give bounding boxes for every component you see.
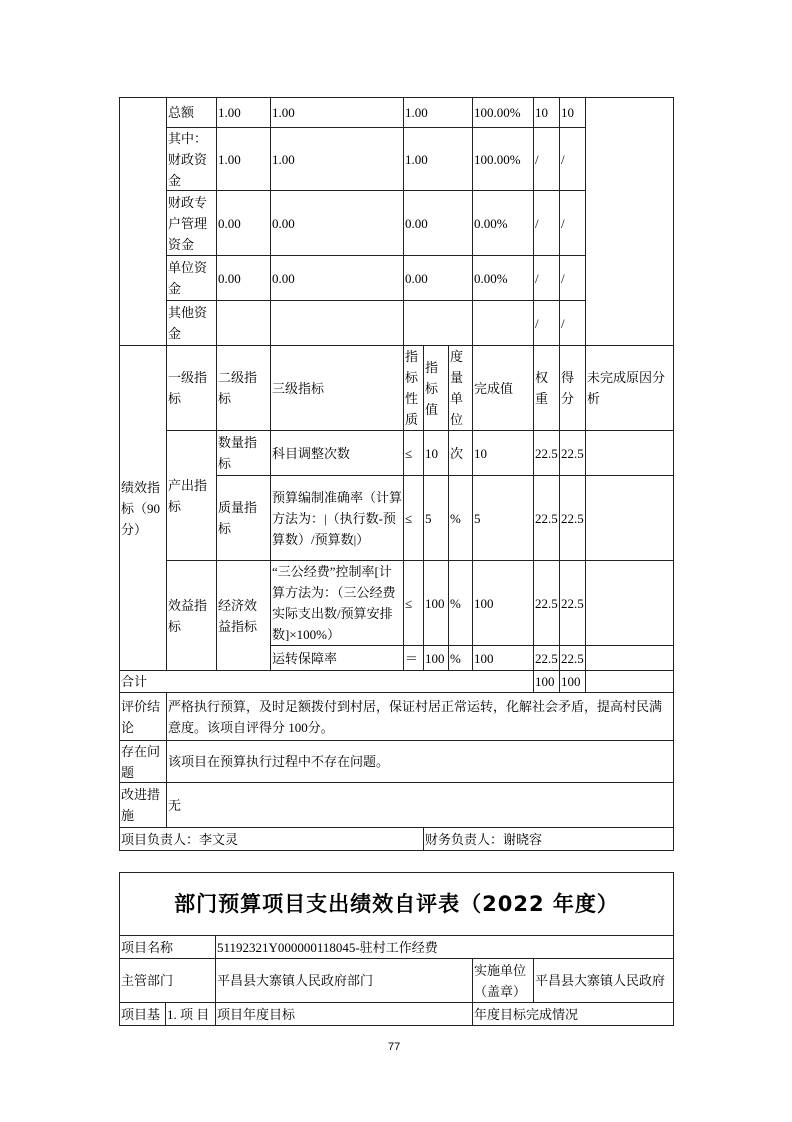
level3-cell-text: 预算编制准确率（计算方法为：|（执行数-预算数）/预算数|） [272, 489, 403, 547]
fund-value [403, 300, 473, 346]
fund-value-text: 1.00 [218, 105, 241, 120]
header-nature [403, 345, 424, 431]
nature-cell [403, 645, 424, 671]
fund-value [270, 127, 404, 191]
fund-label [166, 97, 217, 128]
basic-sub [165, 1002, 216, 1026]
page-number: 77 [388, 1041, 401, 1053]
fund-rate-text: 100.00% [474, 105, 521, 120]
total-label [119, 670, 534, 693]
fund-rate [472, 127, 534, 191]
annual-goal-label [215, 1002, 473, 1026]
fund-value [403, 255, 473, 301]
unit-cell-text: % [450, 650, 461, 666]
table2-title-text: 部门预算项目支出绩效自评表（2022 年度） [174, 891, 619, 916]
fund-value [216, 97, 271, 128]
header-value [423, 345, 449, 431]
header-level2-text: 二级指标 [218, 370, 258, 406]
weight-cell-text: 22.5 [535, 595, 558, 611]
reason-cell [585, 645, 674, 671]
fund-rate [472, 300, 534, 346]
fund-label [166, 255, 217, 301]
project-name-label-text: 项目名称 [121, 939, 174, 955]
fund-score [559, 300, 586, 346]
actual-value-cell-text: 100 [474, 650, 494, 666]
reason-cell [585, 430, 674, 476]
fund-value [270, 97, 404, 128]
score-cell [559, 430, 586, 476]
header-unit-text: 度量单位 [450, 349, 464, 427]
score-cell-text: 22.5 [561, 650, 584, 666]
header-reason-text: 未完成原因分析 [587, 370, 666, 406]
goal-completion-label [472, 1002, 674, 1026]
weight-cell-text: 22.5 [535, 510, 558, 526]
level3-cell [270, 475, 404, 561]
actual-value-cell-text: 5 [474, 510, 481, 526]
impl-unit-value-text: 平昌县大寨镇人民政府 [535, 973, 666, 988]
nature-cell [403, 560, 424, 646]
level3-cell-text: “三公经费”控制率[计算方法为：（三公经费实际支出数/预算安排数]×100%） [272, 564, 396, 642]
fund-rate [472, 190, 534, 256]
fund-value [270, 255, 404, 301]
problems-text [166, 740, 674, 783]
actual-value-cell [472, 645, 534, 671]
conclusion-text [166, 692, 674, 741]
impl-unit-label-text: 实施单位（盖章） [474, 962, 527, 999]
fund-value-text: 1.00 [405, 151, 428, 167]
fund-value-text: 0.00 [218, 270, 241, 286]
fund-weight-text: / [535, 270, 539, 286]
problems-label [119, 740, 167, 783]
header-score [559, 345, 586, 431]
unit-cell [448, 645, 473, 671]
target-value-cell [423, 645, 449, 671]
level1-output [166, 430, 217, 561]
target-value-cell-text: 5 [425, 510, 432, 526]
nature-cell [403, 430, 424, 476]
basic-sub-text: 1. 项 目 [167, 1006, 210, 1022]
total-label-text: 合计 [121, 674, 148, 689]
total-weight-text: 100 [535, 674, 555, 689]
fund-value [216, 255, 271, 301]
problems-text-text: 该项目在预算执行过程中不存在问题。 [168, 754, 390, 769]
project-name-value [215, 935, 674, 959]
level3-cell-text: 科目调整次数 [272, 445, 351, 461]
finance-lead [423, 827, 674, 851]
project-lead-text: 项目负责人：李文灵 [121, 831, 239, 847]
unit-cell [448, 430, 473, 476]
level3-cell [270, 645, 404, 671]
level1-benefit [166, 560, 217, 671]
fund-value-text: 1.00 [218, 151, 241, 167]
nature-cell-text: ≤ [405, 595, 413, 611]
total-weight [533, 670, 560, 693]
header-score-text: 得分 [561, 370, 575, 406]
conclusion-label-text: 评价结论 [121, 698, 161, 735]
level3-cell-text: 运转保障率 [272, 650, 338, 666]
unit-cell-text: % [450, 595, 461, 611]
fund-rate-text: 0.00% [474, 215, 508, 231]
fund-rate [472, 97, 534, 128]
actual-value-cell-text: 100 [474, 595, 494, 611]
reason-cell [585, 475, 674, 561]
weight-cell-text: 22.5 [535, 650, 558, 666]
fund-value [216, 190, 271, 256]
conclusion-label [119, 692, 167, 741]
actual-value-cell [472, 560, 534, 646]
fund-value-text: 0.00 [272, 270, 295, 286]
header-value-text: 指标值 [425, 359, 439, 417]
annual-goal-label-text: 项目年度目标 [217, 1006, 296, 1022]
weight-cell [533, 560, 560, 646]
basic-label-text: 项目基 [121, 1006, 161, 1022]
problems-label-text: 存在问题 [121, 743, 161, 780]
fund-score [559, 97, 586, 128]
fund-value-text: 0.00 [405, 215, 428, 231]
unit-cell-text: % [450, 510, 461, 526]
fund-rate-text: 0.00% [474, 270, 508, 286]
fund-weight-text: / [535, 315, 539, 331]
unit-cell-text: 次 [450, 445, 464, 461]
dept-label-text: 主管部门 [121, 973, 174, 988]
actual-value-cell [472, 475, 534, 561]
fund-label-text: 单位资金 [168, 260, 208, 296]
fund-weight [533, 255, 560, 301]
fund-score-text: / [561, 270, 565, 286]
target-value-cell [423, 430, 449, 476]
fund-score-text: / [561, 151, 565, 167]
fund-value [216, 127, 271, 191]
dept-value-text: 平昌县大寨镇人民政府部门 [217, 973, 374, 988]
project-name-value-text: 51192321Y000000118045-驻村工作经费 [217, 939, 438, 955]
fund-label-text: 其他资金 [168, 305, 208, 341]
fund-weight [533, 97, 560, 128]
fund-weight-text: / [535, 151, 539, 167]
level1-benefit-text: 效益指标 [168, 597, 208, 634]
fund-value-text: 1.00 [272, 105, 295, 120]
level2-cell-text: 经济效益指标 [218, 597, 258, 634]
dept-value [215, 958, 473, 1003]
improve-label [119, 782, 167, 828]
fund-score-text: / [561, 215, 565, 231]
level2-cell-text: 数量指标 [218, 435, 258, 471]
project-name-label [119, 935, 216, 959]
fund-weight [533, 190, 560, 256]
score-cell-text: 22.5 [561, 510, 584, 526]
fund-value [403, 97, 473, 128]
actual-value-cell-text: 10 [474, 445, 487, 461]
level2-cell [216, 560, 271, 671]
level2-cell [216, 430, 271, 476]
fund-value [403, 127, 473, 191]
fund-label-text: 总额 [168, 105, 195, 120]
finance-lead-text: 财务负责人：谢晓容 [425, 831, 543, 847]
fund-label [166, 127, 217, 191]
unit-cell [448, 560, 473, 646]
target-value-cell-text: 100 [425, 595, 445, 611]
nature-cell-text: ≤ [405, 510, 413, 526]
improve-label-text: 改进措施 [121, 787, 161, 823]
header-level1-text: 一级指标 [168, 370, 208, 406]
goal-completion-label-text: 年度目标完成情况 [474, 1006, 579, 1022]
weight-cell [533, 430, 560, 476]
fund-score [559, 190, 586, 256]
blank-cell [585, 670, 674, 693]
nature-cell-text: ≤ [405, 445, 413, 461]
header-level2 [216, 345, 271, 431]
fund-score-text: 10 [561, 105, 574, 120]
target-value-cell [423, 560, 449, 646]
level2-cell [216, 475, 271, 561]
improve-text-text: 无 [168, 797, 182, 813]
fund-label-text: 财政专户管理资金 [168, 194, 208, 252]
fund-label-text: 其中：财政资金 [168, 130, 208, 188]
target-value-cell [423, 475, 449, 561]
actual-value-cell [472, 430, 534, 476]
fund-weight [533, 300, 560, 346]
weight-cell [533, 475, 560, 561]
reason-cell [585, 560, 674, 646]
target-value-cell-text: 100 [425, 650, 445, 666]
fund-weight-text: 10 [535, 105, 548, 120]
level3-cell [270, 560, 404, 646]
score-cell [559, 560, 586, 646]
level2-cell-text: 质量指标 [218, 500, 258, 536]
impl-unit-label [472, 958, 534, 1003]
header-weight-text: 权重 [535, 370, 549, 406]
impl-unit-value [533, 958, 674, 1003]
fund-value [403, 190, 473, 256]
header-level1 [166, 345, 217, 431]
fund-value-text: 0.00 [272, 215, 295, 231]
header-actual [472, 345, 534, 431]
weight-cell [533, 645, 560, 671]
fund-value-text: 0.00 [405, 270, 428, 286]
header-unit [448, 345, 473, 431]
fund-rate-text: 100.00% [474, 151, 521, 167]
fund-score-text: / [561, 315, 565, 331]
header-reason [585, 345, 674, 431]
perf-section-label-text: 绩效指标（90分） [121, 479, 161, 537]
target-value-cell-text: 10 [425, 445, 438, 461]
nature-cell [403, 475, 424, 561]
blank-cell [585, 97, 674, 346]
fund-label [166, 300, 217, 346]
header-level3-text: 三级指标 [272, 380, 325, 396]
score-cell [559, 475, 586, 561]
dept-label [119, 958, 216, 1003]
weight-cell-text: 22.5 [535, 445, 558, 461]
fund-value [270, 300, 404, 346]
fund-weight [533, 127, 560, 191]
unit-cell [448, 475, 473, 561]
fund-score [559, 255, 586, 301]
conclusion-text-text: 严格执行预算，及时足额拨付到村居，保证村居正常运转，化解社会矛盾，提高村民满意度。该项自评得分 100分。 [168, 698, 663, 735]
table2-title [119, 872, 674, 936]
total-score [559, 670, 586, 693]
score-cell [559, 645, 586, 671]
fund-value-text: 0.00 [218, 215, 241, 231]
total-score-text: 100 [561, 674, 581, 689]
fund-weight-text: / [535, 215, 539, 231]
fund-value-text: 1.00 [405, 105, 428, 120]
nature-cell-text: ＝ [405, 650, 419, 666]
fund-label [166, 190, 217, 256]
blank-cell [119, 97, 167, 346]
fund-score [559, 127, 586, 191]
improve-text [166, 782, 674, 828]
fund-value [270, 190, 404, 256]
header-actual-text: 完成值 [474, 380, 514, 396]
project-lead [119, 827, 424, 851]
basic-label [119, 1002, 166, 1026]
header-nature-text: 指标性质 [405, 349, 419, 427]
header-level3 [270, 345, 404, 431]
header-weight [533, 345, 560, 431]
level1-output-text: 产出指标 [168, 477, 208, 514]
score-cell-text: 22.5 [561, 595, 584, 611]
level3-cell [270, 430, 404, 476]
fund-rate [472, 255, 534, 301]
fund-value-text: 1.00 [272, 151, 295, 167]
score-cell-text: 22.5 [561, 445, 584, 461]
fund-value [216, 300, 271, 346]
perf-section-label [119, 345, 167, 671]
